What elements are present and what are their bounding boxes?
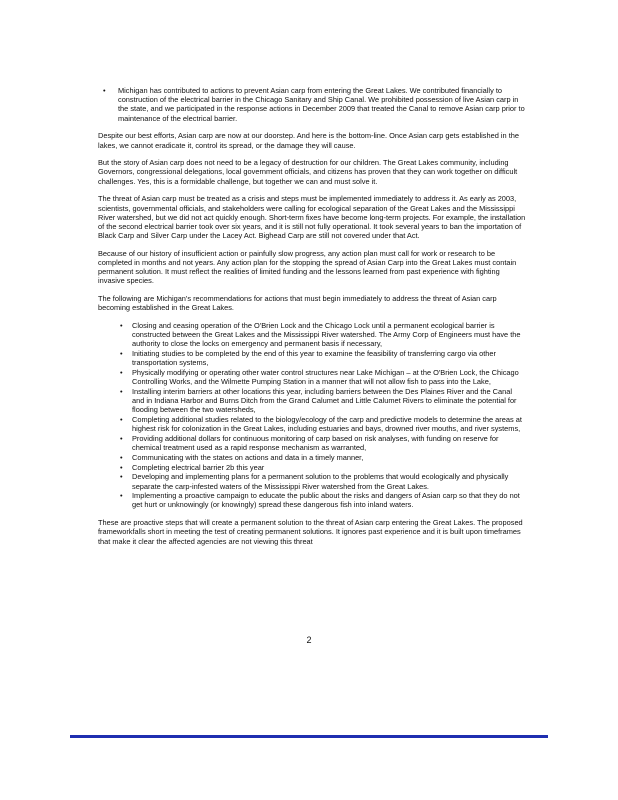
recommendation-item: • Implementing a proactive campaign to educate the public about the risks and dangers of Asian carp so that they do not get hurt or unknowingly (or knowingly) spread these dangerous fish into inland waters. [118, 491, 526, 509]
document-body [98, 86, 526, 554]
recommendation-item: • Installing interim barriers at other locations this year, including barriers between the Des Plaines River and the Canal and in Indiana Harbor and Burns Ditch from the Grand Calumet and Little Calumet Rivers to eliminate the potential for flooding between the two watersheds, [118, 387, 526, 415]
paragraph-crisis: The threat of Asian carp must be treated as a crisis and steps must be implemented immediately to address it. As early as 2003, scientists, governmental officials, and stakeholders were calling for ecological separation of the Great Lakes and the Mississippi River watershed, but we did not act quickly enough. Short-term fixes have become long-term projects. For example, the installation of the second electrical barrier took over six years, and it is still not fully operational. It took several years to ban the importation of Black Carp and Silver Carp under the Lacey Act. Bighead Carp are still not covered under that Act. [98, 194, 526, 241]
recommendation-item: • Initiating studies to be completed by the end of this year to examine the feasibility of transferring cargo via other transportation systems, [118, 349, 526, 367]
recommendations-list [118, 321, 526, 510]
intro-bullet: • Michigan has contributed to actions to prevent Asian carp from entering the Great Lakes. We contributed financially to construction of the electrical barrier in the Chicago Sanitary and Ship Canal. We prohibited possession of live Asian carp in the state, and we participated in the response actions in December 2009 that treated the Canal to remove Asian carp prior to maintenance of the electrical barrier. [98, 86, 526, 123]
paragraph-legacy: But the story of Asian carp does not need to be a legacy of destruction for our children. The Great Lakes community, including Governors, congressional delegations, local government officials, and citizens has proven that they can work together on difficult challenges. Yes, this is a formidable challenge, but together we can and must solve it. [98, 158, 518, 186]
recommendation-item: • Completing additional studies related to the biology/ecology of the carp and predictive models to determine the areas at highest risk for colonization in the Great Lakes, including estuaries and bays, drowned river mouths, and river systems, [118, 415, 526, 433]
page-number: 2 [306, 635, 312, 645]
paragraph-recommendations-intro: The following are Michigan's recommendations for actions that must begin immediately to address the threat of Asian carp becoming established in the Great Lakes. [98, 294, 497, 313]
recommendation-item: • Communicating with the states on actions and data in a timely manner, [118, 453, 526, 462]
recommendation-item: • Providing additional dollars for continuous monitoring of carp based on risk analyses, with funding on reserve for chemical treatment used as a rapid response mechanism as warranted, [118, 434, 526, 452]
paragraph-conclusion: These are proactive steps that will create a permanent solution to the threat of Asian carp entering the Great Lakes. The proposed frameworkfalls short in meeting the test of creating permanent solutions. It ignores past experience and it is built upon timeframes that make it clear the affected agencies are not viewing this threat [98, 518, 523, 546]
recommendation-item: • Developing and implementing plans for a permanent solution to the problems that would ecologically and physically separate the carp-infested waters of the Mississippi River watershed from the Great Lakes. [118, 472, 526, 490]
paragraph-history: Because of our history of insufficient action or painfully slow progress, any action plan must call for work or research to be completed in months and not years. Any action plan for the stopping the spread of Asian Carp into the Great Lakes must contain permanent solution. It must reflect the realities of limited funding and the lessons learned from past experience with fighting invasive species. [98, 248, 517, 286]
paragraph-doorstep: Despite our best efforts, Asian carp are now at our doorstep. And here is the bottom-line. Once Asian carp gets established in the lakes, we cannot eradicate it, control its spread, or the damage they will cause. [98, 131, 519, 150]
recommendation-item: • Physically modifying or operating other water control structures near Lake Michigan – at the O'Brien Lock, the Chicago Controlling Works, and the Wilmette Pumping Station in a manner that will not allow fish to pass into the Lake, [118, 368, 526, 386]
recommendation-item: • Closing and ceasing operation of the O'Brien Lock and the Chicago Lock until a permanent ecological barrier is constructed between the Great Lakes and the Mississippi River watershed. The Army Corp of Engineers must have the authority to close the locks on emergency and permanent basis if necessary, [118, 321, 526, 349]
footer-rule [70, 735, 548, 738]
recommendation-item: • Completing electrical barrier 2b this year [118, 463, 526, 472]
intro-bullet-list [98, 86, 526, 123]
